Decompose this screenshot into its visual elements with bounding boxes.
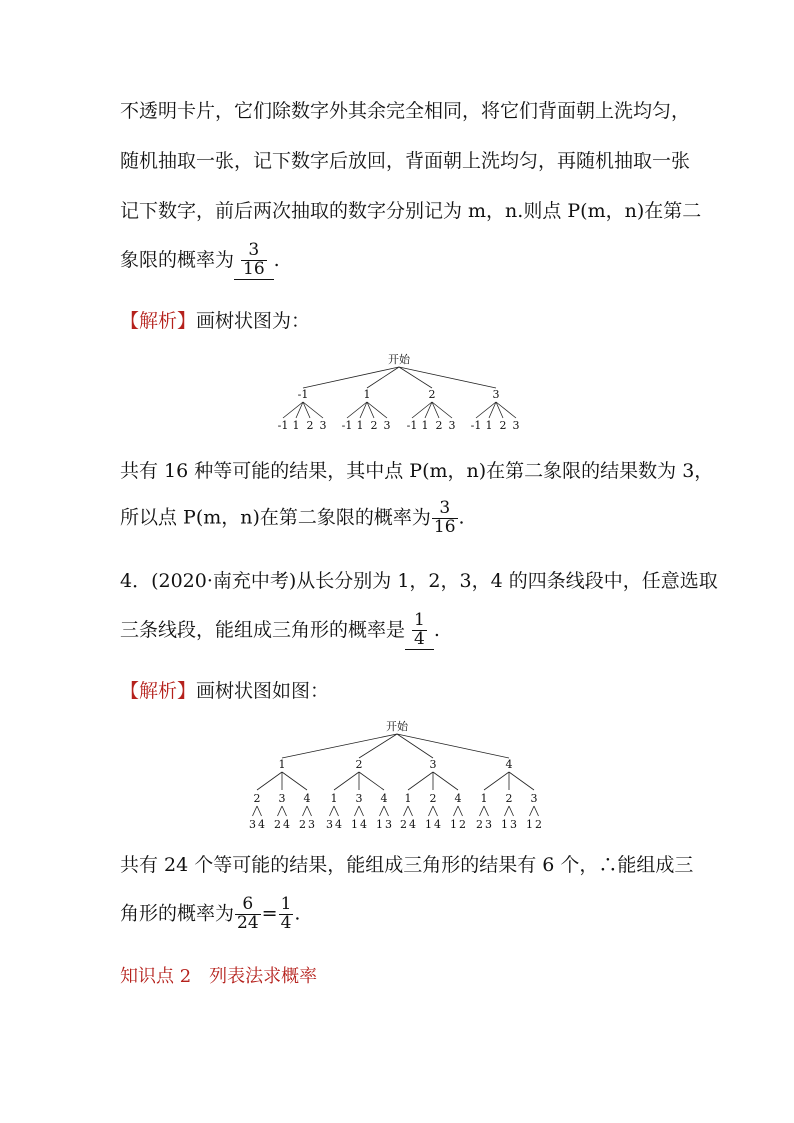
tree-node-level2: 4	[303, 792, 311, 805]
tree-branch	[484, 806, 489, 816]
tree-leaf: 2	[400, 818, 407, 831]
tree-leaf: -1	[470, 419, 482, 432]
tree-leaf: 3	[510, 818, 517, 831]
answer-fraction	[241, 242, 267, 279]
tree-branch	[384, 806, 389, 816]
fraction-numerator: 1	[280, 894, 292, 914]
problem4-question-text: 三条线段，能组成三角形的概率是	[120, 618, 406, 641]
tree-leaf: 4	[283, 818, 290, 831]
sentence-end: .	[273, 248, 280, 271]
tree-branch	[380, 806, 385, 816]
tree-leaf: 3	[319, 419, 327, 432]
tree-leaf: 2	[535, 818, 542, 831]
equals-sign: =	[261, 902, 278, 925]
sentence-end: .	[433, 618, 440, 641]
tree-branch	[257, 772, 282, 790]
tree-branch	[282, 806, 287, 816]
tree-branch	[404, 806, 409, 816]
tree-branch	[458, 806, 463, 816]
analysis-text: 画树状图如图：	[196, 680, 330, 702]
tree-leaf: 2	[499, 419, 507, 432]
tree-node-level2: 4	[454, 792, 462, 805]
problem4-line1: 4．(2020·南充中考)从长分别为 1，2，3，4 的四条线段中，任意选取	[120, 570, 718, 592]
analysis2-line2	[120, 896, 300, 933]
tree-branch	[355, 806, 360, 816]
tree-branch	[433, 806, 438, 816]
tree-leaf: 3	[385, 818, 392, 831]
tree-leaf: 2	[299, 818, 306, 831]
tree-branch	[303, 367, 399, 388]
tree-branch	[412, 402, 432, 418]
tree-branch	[282, 734, 397, 758]
tree-leaf: 4	[360, 818, 367, 831]
analysis1-heading	[120, 312, 310, 331]
tree-branch	[408, 772, 433, 790]
fraction-denominator: 24	[237, 912, 259, 933]
tree-node-level2: 4	[380, 792, 388, 805]
problem3-line4	[120, 242, 280, 280]
tree-leaf: 2	[476, 818, 483, 831]
fraction-numerator: 3	[248, 240, 260, 260]
fraction-numerator: 1	[414, 610, 425, 630]
sentence-end: .	[294, 902, 301, 925]
sentence-end: .	[458, 506, 465, 529]
tree-leaf: 2	[459, 818, 466, 831]
tree-node-level1: 2	[355, 758, 363, 771]
tree-branch	[397, 734, 509, 758]
analysis1-line2	[120, 500, 465, 537]
analysis1-line1: 共有 16 种等可能的结果，其中点 P(m，n)在第二象限的结果数为 3，	[120, 460, 714, 482]
tree-diagram-1	[0, 350, 794, 440]
tree-branch	[509, 772, 534, 790]
analysis-tag: 【解析】	[120, 680, 197, 702]
tree-leaf: -1	[406, 419, 418, 432]
tree-node-level1: 3	[429, 758, 437, 771]
answer-blank	[234, 242, 274, 280]
tree-leaf: 3	[326, 818, 333, 831]
tree-leaf: 2	[274, 818, 281, 831]
tree-branch	[534, 806, 539, 816]
tree-branch	[432, 402, 452, 418]
tree-branch	[283, 402, 303, 418]
tree-root-label: 开始	[388, 353, 410, 366]
tree-node-level2: 2	[429, 792, 437, 805]
tree-root-label: 开始	[386, 720, 408, 733]
tree-branch	[399, 367, 432, 388]
tree-node-level2: 3	[530, 792, 538, 805]
tree-leaf: 1	[356, 419, 364, 432]
tree-branch	[454, 806, 459, 816]
fraction-denominator: 16	[433, 516, 456, 537]
tree-leaf: 1	[526, 818, 533, 831]
tree-leaf: 1	[450, 818, 457, 831]
tree-node-level2: 2	[253, 792, 261, 805]
tree-branch	[303, 402, 323, 418]
tree-branch	[399, 367, 496, 388]
tree-leaf: 3	[512, 419, 520, 432]
tree-branch	[334, 772, 359, 790]
tree-leaf: -1	[341, 419, 353, 432]
analysis-tag: 【解析】	[120, 310, 197, 332]
tree-leaf: 3	[485, 818, 492, 831]
tree-node-level1: 3	[492, 388, 500, 401]
problem4-line2	[120, 612, 440, 650]
tree-node-level2: 3	[278, 792, 286, 805]
tree-leaf: 3	[383, 419, 391, 432]
tree-branch	[484, 772, 509, 790]
tree-node-level2: 3	[355, 792, 363, 805]
tree-branch	[359, 772, 384, 790]
problem3-line2: 随机抽取一张，记下数字后放回，背面朝上洗均匀，再随机抽取一张	[120, 150, 691, 172]
tree-branch	[496, 402, 516, 418]
tree-leaf: 3	[249, 818, 256, 831]
analysis2-heading	[120, 682, 329, 701]
tree-leaf: 1	[501, 818, 508, 831]
tree-branch	[253, 806, 258, 816]
tree-leaf: 4	[335, 818, 342, 831]
tree-node-level1: -1	[297, 388, 309, 401]
tree-node-level1: 2	[428, 388, 436, 401]
tree-branch	[505, 806, 510, 816]
fraction-denominator: 16	[243, 258, 265, 279]
tree-node-level1: 4	[505, 758, 513, 771]
tree-node-level2: 1	[330, 792, 338, 805]
tree-branch	[303, 806, 308, 816]
tree-leaf: 4	[434, 818, 441, 831]
fraction-numerator: 6	[242, 894, 254, 914]
tree-leaf: 4	[409, 818, 416, 831]
tree-branch	[530, 806, 535, 816]
tree-branch	[359, 806, 364, 816]
tree-node-level2: 1	[404, 792, 412, 805]
tree-node-level1: 1	[363, 388, 371, 401]
tree-branch	[347, 402, 367, 418]
result-fraction	[432, 500, 458, 537]
result-fraction-1	[235, 896, 261, 933]
tree-branch	[282, 772, 307, 790]
fraction-numerator: 3	[439, 498, 451, 518]
fraction-denominator: 4	[280, 912, 292, 933]
problem3-line1: 不透明卡片，它们除数字外其余完全相同，将它们背面朝上洗均匀，	[120, 100, 691, 122]
analysis1-conclusion-text: 所以点 P(m，n)在第二象限的概率为	[120, 506, 431, 529]
tree-branch	[476, 402, 496, 418]
problem3-question-text: 象限的概率为	[120, 248, 235, 271]
tree-branch	[408, 806, 413, 816]
tree-branch	[334, 806, 339, 816]
tree-node-level1: 1	[278, 758, 286, 771]
answer-blank	[405, 612, 434, 650]
tree-node-level2: 1	[480, 792, 488, 805]
tree-branch	[307, 806, 312, 816]
result-fraction-2	[279, 896, 294, 933]
answer-fraction	[412, 612, 427, 649]
tree-branch	[433, 772, 458, 790]
tree-leaf: 4	[258, 818, 265, 831]
tree-branch	[429, 806, 434, 816]
tree-branch	[278, 806, 283, 816]
tree-leaf: 2	[435, 419, 443, 432]
tree-leaf: 1	[485, 419, 493, 432]
analysis-text: 画树状图为：	[196, 310, 311, 332]
tree-diagram-2	[0, 716, 794, 836]
tree-leaf: 2	[370, 419, 378, 432]
tree-branch	[257, 806, 262, 816]
tree-node-level2: 2	[505, 792, 513, 805]
tree-leaf: 1	[376, 818, 383, 831]
tree-branch	[330, 806, 335, 816]
analysis2-conclusion-text: 角形的概率为	[120, 902, 235, 925]
problem3-line3: 记下数字，前后两次抽取的数字分别记为 m，n.则点 P(m，n)在第二	[120, 200, 702, 222]
tree-leaf: 2	[306, 419, 314, 432]
tree-leaf: 1	[351, 818, 358, 831]
tree-leaf: 1	[292, 419, 300, 432]
tree-leaf: 1	[421, 419, 429, 432]
tree-branch	[509, 806, 514, 816]
section-heading: 知识点 2 列表法求概率	[120, 966, 318, 987]
tree-leaf: 1	[425, 818, 432, 831]
tree-branch	[480, 806, 485, 816]
tree-leaf: 3	[448, 419, 456, 432]
tree-leaf: -1	[277, 419, 289, 432]
fraction-denominator: 4	[414, 628, 425, 649]
tree-branch	[367, 402, 387, 418]
analysis2-line1: 共有 24 个等可能的结果，能组成三角形的结果有 6 个，∴能组成三	[120, 854, 694, 876]
tree-leaf: 3	[308, 818, 315, 831]
